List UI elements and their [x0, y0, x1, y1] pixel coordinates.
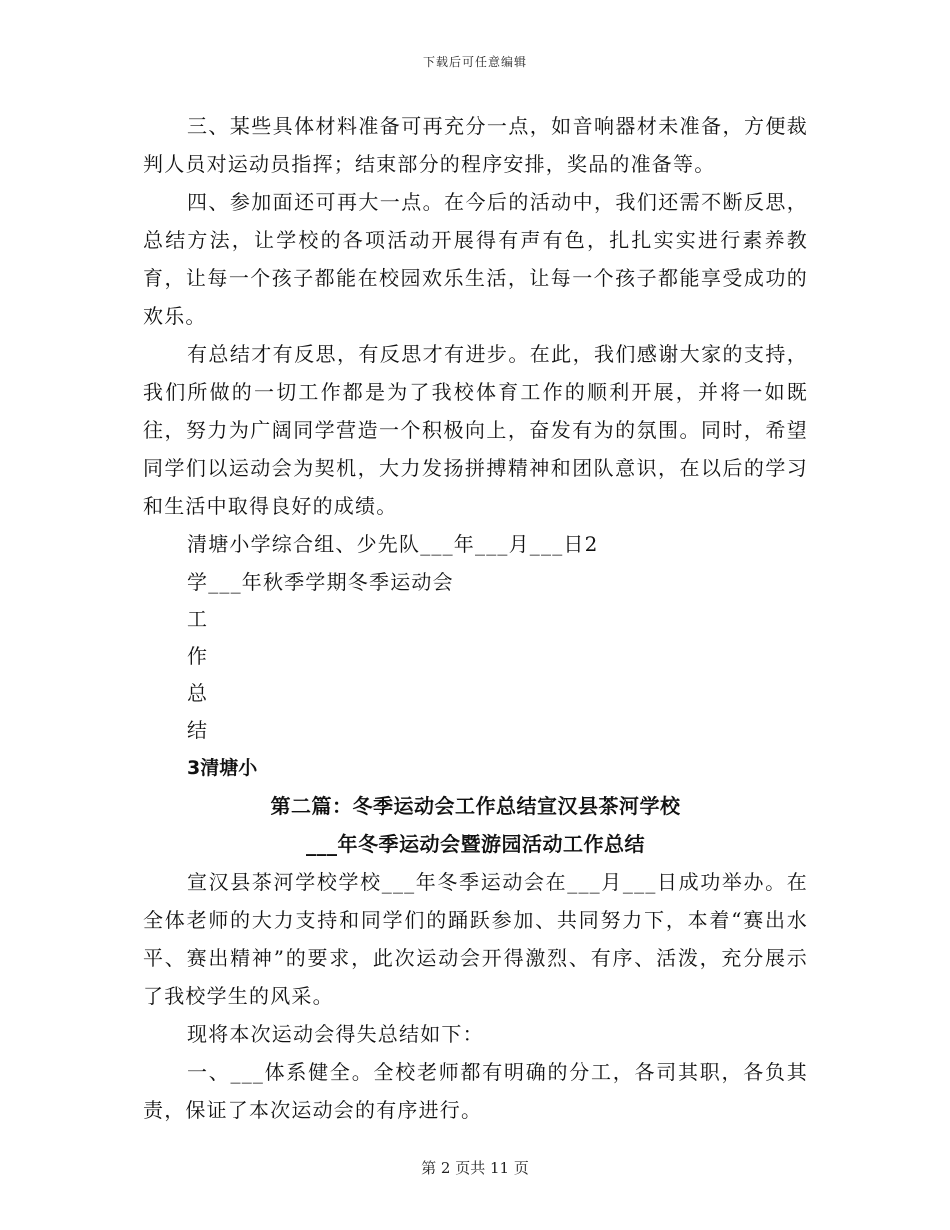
paragraph-intro: 宣汉县茶河学校学校___年冬季运动会在___月___日成功举办。在全体老师的大力支持和同学们的踊跃参加、共同努力下，本着“赛出水平、赛出精神”的要求，此次运动会开得激烈、有序、活泼，充分展示了我校学生的风采。	[143, 870, 808, 1008]
signature-line: 清塘小学综合组、少先队___年___月___日2	[187, 532, 599, 556]
document-body	[143, 107, 808, 1129]
vertical-char: 工	[187, 607, 207, 631]
bold-fragment: 3清塘小	[187, 757, 258, 779]
page-footer: 第 2 页共 11 页	[421, 1159, 529, 1177]
paragraph-3: 三、某些具体材料准备可再充分一点，如音响器材未准备，方便裁判人员对运动员指挥；结束部分的程序安排，奖品的准备等。	[143, 114, 808, 176]
page-header: 下载后可任意编辑	[422, 55, 527, 69]
paragraph-summary-lead: 现将本次运动会得失总结如下：	[187, 1022, 484, 1046]
vertical-char: 总	[187, 681, 207, 705]
vertical-char: 作	[187, 644, 207, 668]
paragraph-conclusion: 有总结才有反思，有反思才有进步。在此，我们感谢大家的支持，我们所做的一切工作都是为了我校体育工作的顺利开展，并将一如既往，努力为广阔同学营造一个积极向上，奋发有为的氛围。同时，希望同学们以运动会为契机，大力发扬拼搏精神和团队意识，在以后的学习和生活中取得良好的成绩。	[143, 342, 808, 518]
section-subtitle: ___年冬季运动会暨游园活动工作总结	[306, 832, 645, 856]
section-title: 第二篇：冬季运动会工作总结宣汉县茶河学校	[270, 794, 681, 818]
paragraph-item-1: 一、___体系健全。全校老师都有明确的分工，各司其职，各负其责，保证了本次运动会的有序进行。	[143, 1060, 808, 1122]
term-line: 学___年秋季学期冬季运动会	[187, 570, 454, 594]
paragraph-4: 四、参加面还可再大一点。在今后的活动中，我们还需不断反思，总结方法，让学校的各项活动开展得有声有色，扎扎实实进行素养教育，让每一个孩子都能在校园欢乐生活，让每一个孩子都能享受成功的欢乐。	[143, 190, 808, 328]
vertical-char: 结	[187, 718, 207, 742]
